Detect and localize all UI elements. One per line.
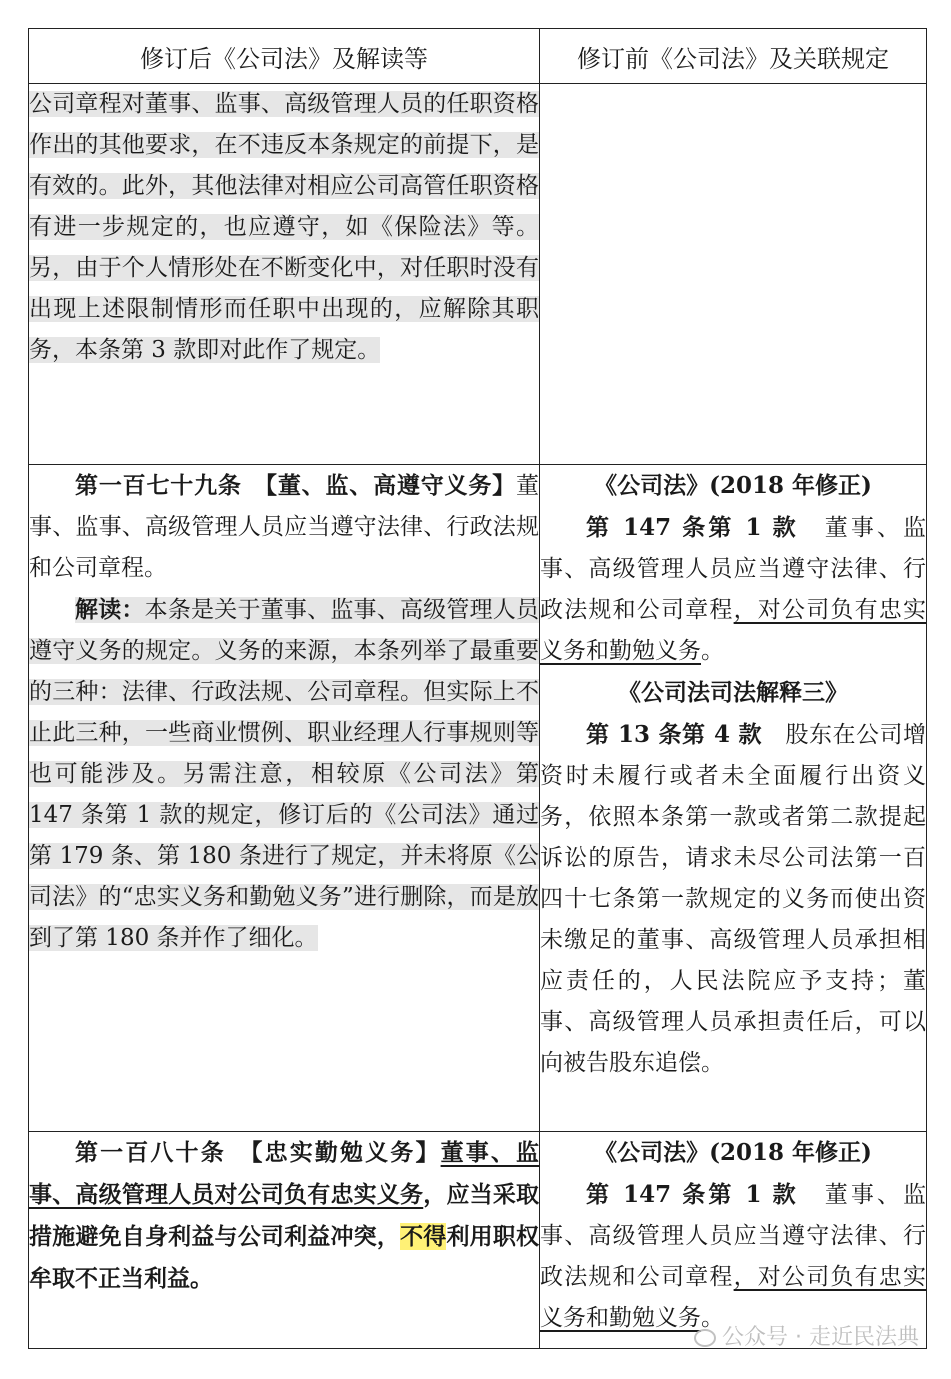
law-title — [540, 672, 926, 714]
article-180-title: 第一百八十条 【忠实勤勉义务】 — [75, 1139, 441, 1166]
article-180-end: 利用职权牟取不正当利益。 — [29, 1223, 540, 1292]
header-row — [29, 29, 927, 84]
clause-text: 股东在公司增资时未履行或者未全面履行出资义务，依照本条第一款或者第二款提起诉讼的原告，请求未尽公司法第一百四十七条第一款规定的义务而使出资未缴足的董事、高级管理人员承担相应责任的，人民法院应予支持；董事、高级管理人员承担责任后，可以向被告股东追偿。 — [540, 722, 926, 1076]
law-clause — [540, 1174, 926, 1339]
interpretation-colon: ： — [121, 596, 145, 623]
clause-underlined-text: ，对公司负有忠实义务和勤勉义务 — [540, 1264, 927, 1331]
interpretation-label: 解读 — [75, 596, 122, 623]
clause-end: 。 — [701, 1305, 724, 1331]
table-row — [29, 1132, 927, 1349]
interpretation-body: 本条是关于董事、监事、高级管理人员遵守义务的规定。义务的来源，本条列举了最重要的三种：法律、行政法规、公司章程。但实际上不止此三种，一些商业惯例、职业经理人行事规则等也可能涉及。另需注意，相较原《公司法》第 147 条第 1 款的规定，修订后的《公司法》通过第 179 条、第 180 条进行了规定，并未将原《公司法》的“忠实义务和勤勉义务”进行删除，而是放到了第 180 条并作了细化。 — [29, 597, 540, 951]
wechat-icon — [694, 1329, 716, 1347]
row1-right-cell — [540, 84, 927, 465]
table-row — [29, 465, 927, 1132]
article-180-underlined: 董事、监事、高级管理人员对公司负有忠实义务 — [29, 1139, 540, 1208]
law-title — [540, 1132, 926, 1174]
clause-text: 董事、监事、高级管理人员应当遵守法律、行政法规和公司章程 — [540, 515, 927, 623]
article-180-mid: ，应当采取措施避免自身利益与公司利益冲突， — [29, 1181, 540, 1250]
clause-underlined-text: ，对公司负有忠实义务和勤勉义务 — [540, 597, 927, 664]
law-title-text: 《公司法》(2018 年修正) — [594, 1139, 872, 1166]
law-clause — [540, 507, 926, 672]
comparison-table — [28, 28, 927, 1349]
clause-number: 第 147 条第 1 款 — [586, 1181, 799, 1208]
article-179-title: 第一百七十九条 【董、监、高遵守义务】 — [75, 472, 516, 499]
interpretation-paragraph — [29, 589, 539, 959]
clause-text: 董事、监事、高级管理人员应当遵守法律、行政法规和公司章程 — [540, 1182, 927, 1290]
watermark — [694, 1320, 919, 1351]
interpretation-paragraph — [29, 84, 539, 371]
article-180 — [29, 1132, 539, 1300]
clause-number: 第 147 条第 1 款 — [586, 514, 799, 541]
row3-right-cell — [540, 1132, 927, 1349]
law-title-text: 《公司法司法解释三》 — [618, 679, 848, 706]
row2-right-cell — [540, 465, 927, 1132]
watermark-text: 公众号 · 走近民法典 — [722, 1325, 919, 1350]
header-left: 修订后《公司法》及解读等 — [29, 29, 540, 84]
law-clause — [540, 714, 926, 1084]
row1-left-cell — [29, 84, 540, 465]
highlight-must-not: 不得 — [400, 1223, 447, 1250]
interpretation-text: 公司章程对董事、监事、高级管理人员的任职资格作出的其他要求，在不违反本条规定的前提下，是有效的。此外，其他法律对相应公司高管任职资格有进一步规定的，也应遵守，如《保险法》等。另，由于个人情形处在不断变化中，对任职时没有出现上述限制情形而任职中出现的，应解除其职务，本条第 3 款即对此作了规定。 — [29, 91, 539, 363]
header-right: 修订前《公司法》及关联规定 — [540, 29, 927, 84]
article-179-body: 董事、监事、高级管理人员应当遵守法律、行政法规和公司章程。 — [29, 473, 539, 581]
row2-left-cell — [29, 465, 540, 1132]
clause-number: 第 13 条第 4 款 — [586, 721, 763, 748]
article-179 — [29, 465, 539, 589]
law-title-text: 《公司法》(2018 年修正) — [594, 472, 872, 499]
table-row — [29, 84, 927, 465]
interpretation-text — [29, 597, 539, 951]
clause-end: 。 — [701, 638, 724, 664]
row3-left-cell — [29, 1132, 540, 1349]
law-title — [540, 465, 926, 507]
